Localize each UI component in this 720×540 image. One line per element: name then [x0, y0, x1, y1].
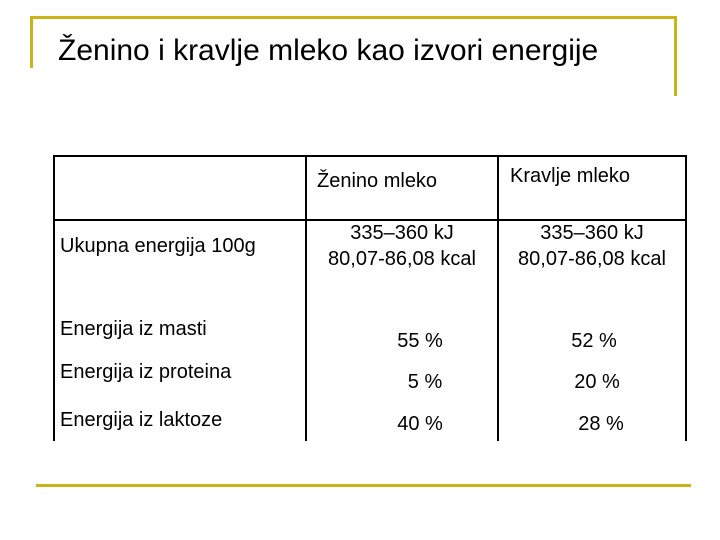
table-border-right	[685, 155, 687, 441]
cell-kravlje-proteina: 20 %	[574, 371, 620, 393]
cell-kravlje-laktoze: 28 %	[578, 413, 624, 435]
row-label-laktoze: Energija iz laktoze	[60, 409, 223, 431]
table-column-divider-1	[305, 155, 307, 441]
row-label-ukupna-energija: Ukupna energija 100g	[60, 235, 256, 257]
table-border-top	[53, 155, 687, 157]
table-column-divider-2	[497, 155, 499, 441]
frame-top-line	[30, 16, 677, 19]
table-header-kravlje: Kravlje mleko	[510, 165, 631, 187]
table-header-zenino: Ženino mleko	[317, 170, 438, 192]
row-label-masti: Energija iz masti	[60, 318, 207, 340]
frame-bottom-line	[36, 484, 691, 487]
cell-kravlje-energy-kj: 335–360 kJ	[540, 222, 644, 244]
frame-left-line	[30, 16, 33, 68]
cell-zenino-energy-kj: 335–360 kJ	[350, 222, 454, 244]
cell-kravlje-energy-kcal: 80,07-86,08 kcal	[518, 248, 666, 270]
cell-kravlje-masti: 52 %	[571, 330, 617, 352]
cell-zenino-energy-kcal: 80,07-86,08 kcal	[328, 248, 476, 270]
frame-right-line	[674, 16, 677, 96]
table-header-divider	[53, 219, 687, 221]
table-border-left	[53, 155, 55, 441]
slide-title: Ženino i kravlje mleko kao izvori energije	[58, 34, 599, 67]
cell-zenino-masti: 55 %	[397, 330, 443, 352]
row-label-proteina: Energija iz proteina	[60, 361, 232, 383]
cell-zenino-laktoze: 40 %	[397, 413, 443, 435]
cell-zenino-proteina: 5 %	[407, 371, 443, 393]
